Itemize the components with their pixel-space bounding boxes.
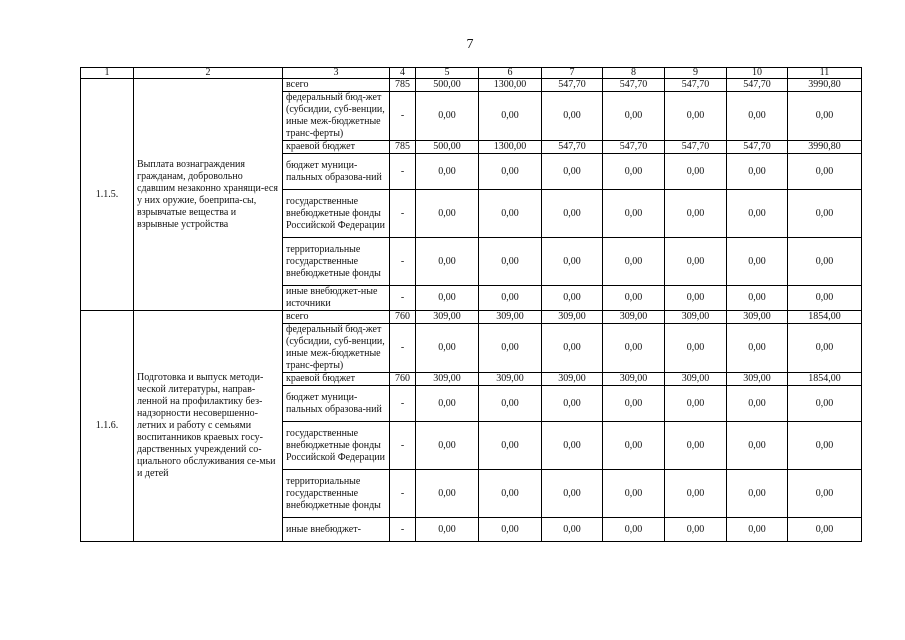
amount-cell-col-6: 0,00 [479,238,542,286]
amount-cell-col-6: 309,00 [479,311,542,324]
column-number-10: 10 [727,68,788,79]
amount-cell-col-9: 0,00 [665,386,727,422]
amount-cell-col-4: - [390,324,416,373]
amount-cell-col-8: 309,00 [603,311,665,324]
amount-cell-col-11: 0,00 [788,286,862,311]
amount-cell-col-5: 500,00 [416,141,479,154]
amount-cell-col-11: 0,00 [788,422,862,470]
amount-cell-col-5: 309,00 [416,311,479,324]
amount-cell-col-6: 0,00 [479,470,542,518]
funding-source: бюджет муници-пальных образова-ний [283,154,390,190]
amount-cell-col-5: 500,00 [416,79,479,92]
amount-cell-col-8: 0,00 [603,238,665,286]
amount-cell-col-7: 309,00 [542,311,603,324]
column-number-1: 1 [81,68,134,79]
amount-cell-col-10: 0,00 [727,386,788,422]
column-number-11: 11 [788,68,862,79]
amount-cell-col-11: 0,00 [788,190,862,238]
amount-cell-col-10: 547,70 [727,141,788,154]
amount-cell-col-5: 0,00 [416,470,479,518]
amount-cell-col-9: 309,00 [665,373,727,386]
amount-cell-col-8: 547,70 [603,141,665,154]
amount-cell-col-9: 0,00 [665,238,727,286]
amount-cell-col-8: 309,00 [603,373,665,386]
amount-cell-col-10: 0,00 [727,92,788,141]
amount-cell-col-7: 0,00 [542,470,603,518]
column-number-5: 5 [416,68,479,79]
amount-cell-col-7: 0,00 [542,190,603,238]
amount-cell-col-5: 0,00 [416,92,479,141]
amount-cell-col-11: 3990,80 [788,79,862,92]
amount-cell-col-4: - [390,518,416,542]
amount-cell-col-10: 0,00 [727,154,788,190]
amount-cell-col-6: 0,00 [479,190,542,238]
amount-cell-col-9: 0,00 [665,470,727,518]
funding-source: всего [283,79,390,92]
amount-cell-col-5: 0,00 [416,286,479,311]
amount-cell-col-6: 0,00 [479,518,542,542]
amount-cell-col-8: 0,00 [603,518,665,542]
amount-cell-col-7: 309,00 [542,373,603,386]
amount-cell-col-7: 0,00 [542,238,603,286]
table-row [81,311,862,324]
amount-cell-col-9: 0,00 [665,518,727,542]
amount-cell-col-4: 785 [390,141,416,154]
amount-cell-col-8: 0,00 [603,190,665,238]
amount-cell-col-5: 0,00 [416,190,479,238]
column-number-7: 7 [542,68,603,79]
amount-cell-col-4: - [390,286,416,311]
amount-cell-col-10: 309,00 [727,311,788,324]
column-number-3: 3 [283,68,390,79]
amount-cell-col-10: 0,00 [727,470,788,518]
amount-cell-col-10: 0,00 [727,190,788,238]
amount-cell-col-6: 309,00 [479,373,542,386]
column-number-2: 2 [134,68,283,79]
amount-cell-col-6: 0,00 [479,324,542,373]
amount-cell-col-7: 547,70 [542,79,603,92]
amount-cell-col-8: 0,00 [603,422,665,470]
page-number: 7 [466,37,474,52]
amount-cell-col-4: - [390,154,416,190]
amount-cell-col-6: 0,00 [479,422,542,470]
amount-cell-col-9: 0,00 [665,324,727,373]
amount-cell-col-11: 0,00 [788,386,862,422]
column-number-6: 6 [479,68,542,79]
amount-cell-col-10: 547,70 [727,79,788,92]
section-title: Выплата вознаграждения гражданам, добровольно сдавшим незаконно хранящи-еся у них оружие, боеприпа-сы, взрывчатые вещества и взрывные устройства [134,79,283,311]
amount-cell-col-5: 0,00 [416,518,479,542]
column-number-4: 4 [390,68,416,79]
amount-cell-col-10: 309,00 [727,373,788,386]
amount-cell-col-8: 0,00 [603,154,665,190]
funding-source: государственные внебюджетные фонды Российской Федерации [283,422,390,470]
amount-cell-col-4: 760 [390,311,416,324]
amount-cell-col-8: 0,00 [603,386,665,422]
funding-source: краевой бюджет [283,141,390,154]
amount-cell-col-7: 0,00 [542,324,603,373]
amount-cell-col-9: 0,00 [665,190,727,238]
amount-cell-col-8: 0,00 [603,92,665,141]
amount-cell-col-5: 309,00 [416,373,479,386]
amount-cell-col-9: 547,70 [665,79,727,92]
amount-cell-col-11: 3990,80 [788,141,862,154]
amount-cell-col-6: 1300,00 [479,79,542,92]
funding-source: федеральный бюд-жет (субсидии, суб-венции, иные меж-бюджетные транс-ферты) [283,324,390,373]
amount-cell-col-11: 0,00 [788,470,862,518]
amount-cell-col-9: 0,00 [665,286,727,311]
amount-cell-col-5: 0,00 [416,324,479,373]
amount-cell-col-7: 0,00 [542,154,603,190]
amount-cell-col-10: 0,00 [727,238,788,286]
section-code: 1.1.6. [81,311,134,542]
amount-cell-col-7: 0,00 [542,518,603,542]
amount-cell-col-11: 0,00 [788,518,862,542]
amount-cell-col-10: 0,00 [727,324,788,373]
funding-source: федеральный бюд-жет (субсидии, суб-венции, иные меж-бюджетные транс-ферты) [283,92,390,141]
funding-source: территориальные государственные внебюджетные фонды [283,238,390,286]
amount-cell-col-10: 0,00 [727,286,788,311]
amount-cell-col-9: 0,00 [665,92,727,141]
column-number-row [81,68,862,79]
funding-source: всего [283,311,390,324]
amount-cell-col-11: 0,00 [788,92,862,141]
amount-cell-col-4: - [390,190,416,238]
amount-cell-col-5: 0,00 [416,238,479,286]
amount-cell-col-10: 0,00 [727,422,788,470]
amount-cell-col-4: - [390,422,416,470]
column-number-9: 9 [665,68,727,79]
amount-cell-col-8: 0,00 [603,470,665,518]
budget-table [80,67,862,542]
amount-cell-col-7: 0,00 [542,386,603,422]
amount-cell-col-4: - [390,238,416,286]
amount-cell-col-7: 0,00 [542,286,603,311]
amount-cell-col-8: 0,00 [603,324,665,373]
amount-cell-col-4: 785 [390,79,416,92]
amount-cell-col-6: 0,00 [479,92,542,141]
amount-cell-col-11: 1854,00 [788,311,862,324]
amount-cell-col-5: 0,00 [416,386,479,422]
amount-cell-col-11: 0,00 [788,238,862,286]
funding-source: бюджет муници-пальных образова-ний [283,386,390,422]
amount-cell-col-11: 0,00 [788,324,862,373]
funding-source: иные внебюджет- [283,518,390,542]
amount-cell-col-7: 0,00 [542,92,603,141]
amount-cell-col-8: 0,00 [603,286,665,311]
amount-cell-col-6: 1300,00 [479,141,542,154]
funding-source: краевой бюджет [283,373,390,386]
amount-cell-col-5: 0,00 [416,154,479,190]
column-number-8: 8 [603,68,665,79]
amount-cell-col-4: 760 [390,373,416,386]
table-body [81,68,862,542]
amount-cell-col-6: 0,00 [479,386,542,422]
funding-source: иные внебюджет-ные источники [283,286,390,311]
funding-source: территориальные государственные внебюджетные фонды [283,470,390,518]
table-row [81,79,862,92]
amount-cell-col-6: 0,00 [479,286,542,311]
amount-cell-col-8: 547,70 [603,79,665,92]
amount-cell-col-7: 547,70 [542,141,603,154]
amount-cell-col-7: 0,00 [542,422,603,470]
amount-cell-col-9: 309,00 [665,311,727,324]
amount-cell-col-9: 0,00 [665,422,727,470]
funding-source: государственные внебюджетные фонды Российской Федерации [283,190,390,238]
section-code: 1.1.5. [81,79,134,311]
amount-cell-col-11: 1854,00 [788,373,862,386]
amount-cell-col-5: 0,00 [416,422,479,470]
amount-cell-col-4: - [390,386,416,422]
amount-cell-col-4: - [390,470,416,518]
amount-cell-col-11: 0,00 [788,154,862,190]
amount-cell-col-9: 0,00 [665,154,727,190]
amount-cell-col-6: 0,00 [479,154,542,190]
amount-cell-col-9: 547,70 [665,141,727,154]
amount-cell-col-4: - [390,92,416,141]
section-title: Подготовка и выпуск методи-ческой литературы, направ-ленной на профилактику без-надзорности несовершенно-летних и работу с семьями воспитанников краевых госу-дарственных учреждений со-циального обслуживания се-мьи и детей [134,311,283,542]
amount-cell-col-10: 0,00 [727,518,788,542]
